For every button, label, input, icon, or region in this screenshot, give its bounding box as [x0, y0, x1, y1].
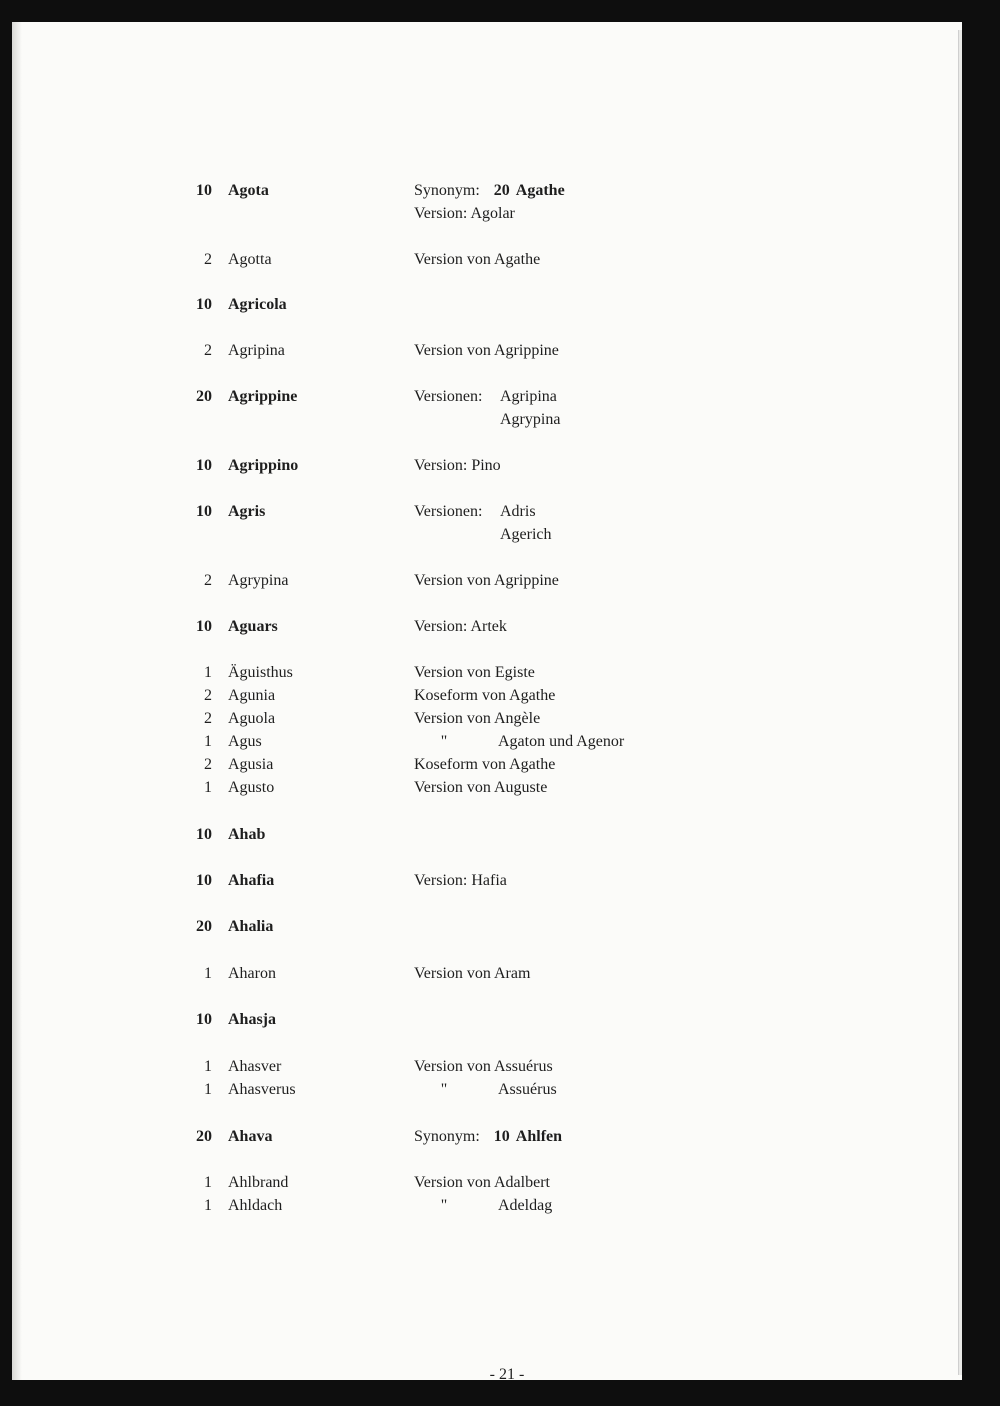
entry-number: 10	[196, 1011, 212, 1028]
list-item	[12, 963, 962, 985]
ditto-value: Agaton und Agenor	[498, 733, 625, 750]
entry-name: Ahasver	[228, 1058, 282, 1075]
entry-number: 10	[196, 826, 212, 843]
list-item	[12, 1079, 962, 1101]
entry-number: 1	[204, 1174, 212, 1191]
entry-name: Ahasverus	[228, 1081, 296, 1098]
list-item	[12, 870, 962, 892]
entry-name: Agripina	[228, 342, 285, 359]
entry-name: Ahab	[228, 826, 266, 843]
entry-number: 1	[204, 664, 212, 681]
note-label: Synonym:	[414, 1128, 480, 1145]
version-name: Adris	[500, 503, 536, 520]
entry-note: Version von Adalbert	[414, 1174, 550, 1191]
entry-number: 2	[204, 756, 212, 773]
list-item	[12, 1172, 962, 1194]
list-item	[12, 754, 962, 776]
entry-name: Ahlbrand	[228, 1174, 289, 1191]
list-item	[12, 916, 962, 938]
entry-number: 10	[196, 503, 212, 520]
entry-number: 10	[196, 872, 212, 889]
entry-note: Version: Pino	[414, 457, 501, 474]
entry-note	[414, 501, 536, 523]
list-item	[12, 616, 962, 638]
entry-name: Agrypina	[228, 572, 289, 589]
entry-number: 1	[204, 965, 212, 982]
entry-number: 2	[204, 687, 212, 704]
entry-note: Version von Agrippine	[414, 342, 559, 359]
entry-name: Ahasja	[228, 1011, 277, 1028]
document-page	[12, 22, 962, 1383]
entry-name: Ahava	[228, 1128, 273, 1145]
list-item	[12, 294, 962, 316]
version-name: Agripina	[500, 388, 557, 405]
entry-name: Agusto	[228, 779, 275, 796]
synonym-name: Agathe	[515, 182, 565, 199]
entry-note	[414, 1126, 562, 1148]
entry-note	[414, 386, 557, 408]
entry-number: 10	[196, 296, 212, 313]
list-item	[12, 249, 962, 271]
list-item	[12, 340, 962, 362]
entry-note	[414, 1079, 557, 1101]
list-item	[12, 455, 962, 477]
entry-name: Agota	[228, 182, 269, 199]
ditto-mark: "	[440, 1081, 448, 1098]
list-item	[12, 777, 962, 799]
list-item	[12, 1009, 962, 1031]
version-name: Agrypina	[500, 411, 561, 428]
synonym-number: 20	[493, 182, 510, 199]
entry-name: Agusia	[228, 756, 274, 773]
entry-number: 1	[204, 779, 212, 796]
entry-number: 1	[204, 1197, 212, 1214]
list-item	[12, 824, 962, 846]
entry-name: Agotta	[228, 251, 272, 268]
list-item	[12, 1126, 962, 1148]
entry-name: Agrippine	[228, 388, 298, 405]
ditto-mark: "	[440, 1197, 448, 1214]
entry-name: Agrippino	[228, 457, 299, 474]
synonym-number: 10	[493, 1128, 510, 1145]
list-item	[12, 1195, 962, 1217]
entry-note: Version von Egiste	[414, 664, 535, 681]
ditto-value: Assuérus	[498, 1081, 557, 1098]
list-item	[12, 386, 962, 428]
entry-number: 20	[196, 1128, 212, 1145]
entry-name: Ahldach	[228, 1197, 283, 1214]
ditto-mark: "	[440, 733, 448, 750]
entry-number: 2	[204, 251, 212, 268]
entry-note: Version von Angèle	[414, 710, 541, 727]
entry-number: 20	[196, 388, 212, 405]
entry-number: 2	[204, 572, 212, 589]
note-label: Versionen:	[414, 388, 483, 405]
ditto-value: Adeldag	[498, 1197, 553, 1214]
entry-number: 10	[196, 457, 212, 474]
list-item	[12, 180, 962, 222]
entry-name: Aguola	[228, 710, 276, 727]
note-label: Synonym:	[414, 182, 480, 199]
note-label: Versionen:	[414, 503, 483, 520]
entry-number: 10	[196, 182, 212, 199]
entry-name: Aharon	[228, 965, 276, 982]
entry-name: Agus	[228, 733, 262, 750]
entry-name: Äguisthus	[228, 664, 293, 681]
entry-number: 2	[204, 342, 212, 359]
entry-note: Version: Hafia	[414, 872, 507, 889]
list-item	[12, 570, 962, 592]
entry-note: Version: Agolar	[414, 205, 515, 222]
entry-number: 2	[204, 710, 212, 727]
entry-note: Koseform von Agathe	[414, 756, 556, 773]
entry-number: 10	[196, 618, 212, 635]
list-item	[12, 708, 962, 730]
entry-note: Koseform von Agathe	[414, 687, 556, 704]
entry-name: Agunia	[228, 687, 276, 704]
entry-note: Version von Assuérus	[414, 1058, 553, 1075]
entry-note	[414, 731, 624, 753]
entry-number: 1	[204, 1058, 212, 1075]
list-item	[12, 1056, 962, 1078]
entry-note: Version von Aram	[414, 965, 531, 982]
entry-note: Version von Agrippine	[414, 572, 559, 589]
entry-name: Ahafia	[228, 872, 275, 889]
entry-note: Version: Artek	[414, 618, 507, 635]
entry-name: Agris	[228, 503, 266, 520]
entry-number: 1	[204, 1081, 212, 1098]
entry-note	[414, 409, 560, 431]
list-item	[12, 685, 962, 707]
version-name: Agerich	[500, 526, 552, 543]
entry-name: Aguars	[228, 618, 278, 635]
entry-note: Version von Auguste	[414, 779, 548, 796]
page-binding-shadow	[12, 22, 22, 1380]
entry-note	[414, 180, 565, 202]
entry-note	[414, 1195, 552, 1217]
entry-name: Ahalia	[228, 918, 274, 935]
list-item	[12, 731, 962, 753]
entry-number: 20	[196, 918, 212, 935]
entry-name: Agricola	[228, 296, 287, 313]
page-number: - 21 -	[489, 1366, 525, 1383]
list-item	[12, 662, 962, 684]
list-item	[12, 501, 962, 543]
entry-note: Version von Agathe	[414, 251, 541, 268]
synonym-name: Ahlfen	[515, 1128, 563, 1145]
entry-number: 1	[204, 733, 212, 750]
page-edge	[958, 30, 962, 1375]
entry-note	[414, 524, 552, 546]
